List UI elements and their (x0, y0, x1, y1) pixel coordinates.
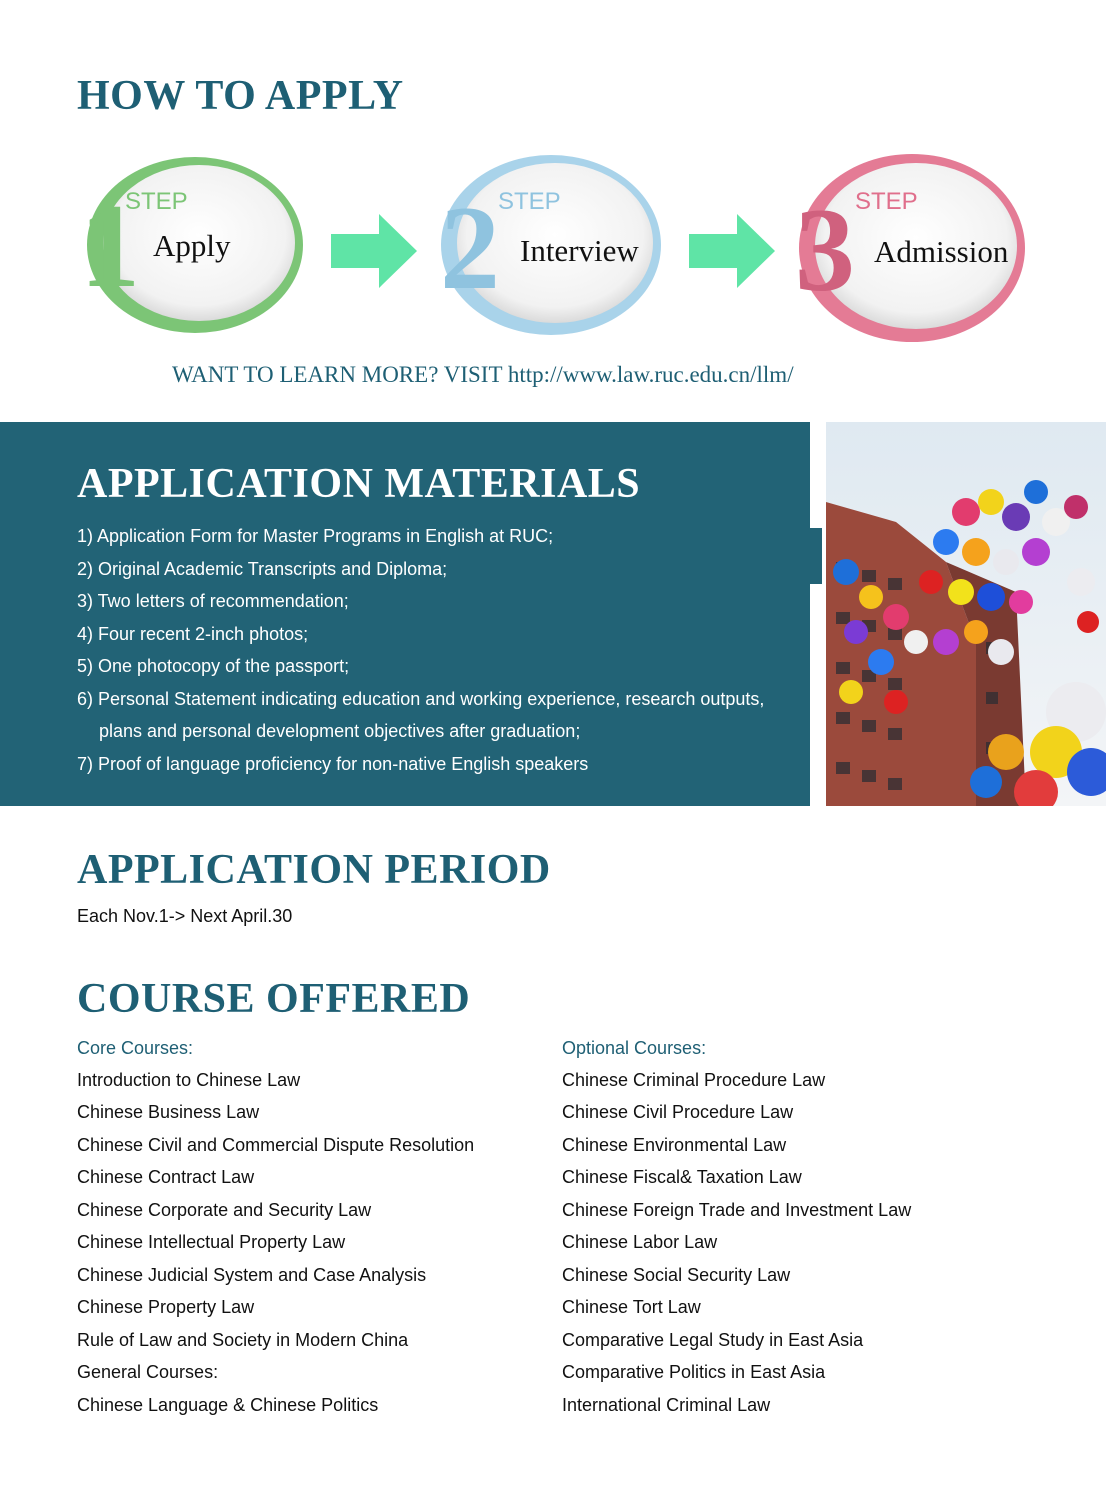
material-item: 3) Two letters of recommendation; (77, 591, 349, 611)
arrow-1-icon (331, 214, 417, 288)
core-course-item: Rule of Law and Society in Modern China (77, 1330, 409, 1350)
core-course-item: Chinese Judicial System and Case Analysis (77, 1265, 427, 1285)
general-course-item: Chinese Language & Chinese Politics (77, 1395, 379, 1415)
application-period-text: Each Nov.1-> Next April.30 (77, 906, 293, 926)
core-course-item: Chinese Intellectual Property Law (77, 1232, 346, 1252)
material-item: 7) Proof of language proficiency for non-native English speakers (77, 754, 589, 774)
optional-course-item: Chinese Environmental Law (562, 1135, 787, 1155)
step-3-number: 3 (795, 183, 855, 316)
learn-more-link[interactable]: WANT TO LEARN MORE? VISIT http://www.law.ruc.edu.cn/llm/ (172, 362, 794, 387)
optional-course-item: Chinese Fiscal& Taxation Law (562, 1167, 802, 1187)
step-3 (795, 152, 1030, 346)
optional-course-item: Chinese Foreign Trade and Investment Law (562, 1200, 912, 1220)
optional-course-item: Comparative Politics in East Asia (562, 1362, 826, 1382)
step-1 (78, 152, 308, 338)
material-item: 6) Personal Statement indicating education and working experience, research outputs, (77, 689, 765, 709)
balloons-building-photo (826, 422, 1106, 806)
materials-title: APPLICATION MATERIALS (77, 461, 641, 507)
core-course-item: Chinese Civil and Commercial Dispute Resolution (77, 1135, 475, 1155)
step-3-name: Admission (874, 234, 1009, 269)
step-2-label: STEP (498, 188, 561, 215)
step-2-number: 2 (440, 181, 500, 314)
step-2 (438, 152, 668, 338)
course-offered-title: COURSE OFFERED (77, 976, 471, 1022)
material-item: 1) Application Form for Master Programs in English at RUC; (77, 526, 554, 546)
step-1-label: STEP (125, 188, 188, 215)
optional-course-item: Chinese Tort Law (562, 1297, 701, 1317)
optional-course-item: Chinese Civil Procedure Law (562, 1102, 794, 1122)
core-course-item: Chinese Property Law (77, 1297, 255, 1317)
material-item-continuation: plans and personal development objectives after graduation; (99, 721, 581, 741)
core-course-item: Chinese Business Law (77, 1102, 260, 1122)
optional-courses-heading: Optional Courses: (562, 1038, 707, 1058)
step-1-name: Apply (153, 228, 231, 263)
optional-course-item: International Criminal Law (562, 1395, 771, 1415)
general-courses-heading: General Courses: (77, 1362, 219, 1382)
material-item: 4) Four recent 2-inch photos; (77, 624, 309, 644)
application-period-title: APPLICATION PERIOD (77, 847, 551, 893)
how-to-apply-title: HOW TO APPLY (77, 73, 404, 119)
optional-course-item: Chinese Social Security Law (562, 1265, 791, 1285)
optional-course-item: Comparative Legal Study in East Asia (562, 1330, 864, 1350)
core-course-item: Chinese Contract Law (77, 1167, 255, 1187)
arrow-2-icon (689, 214, 775, 288)
optional-course-item: Chinese Labor Law (562, 1232, 718, 1252)
material-item: 5) One photocopy of the passport; (77, 656, 350, 676)
core-course-item: Chinese Corporate and Security Law (77, 1200, 372, 1220)
step-2-name: Interview (520, 233, 639, 268)
optional-course-item: Chinese Criminal Procedure Law (562, 1070, 826, 1090)
balloons-image (826, 422, 1106, 806)
material-item: 2) Original Academic Transcripts and Diploma; (77, 559, 448, 579)
step-1-number: 1 (80, 179, 140, 312)
step-3-label: STEP (855, 188, 918, 215)
core-courses-heading: Core Courses: (77, 1038, 194, 1058)
core-course-item: Introduction to Chinese Law (77, 1070, 301, 1090)
materials-panel-tab (810, 528, 822, 584)
